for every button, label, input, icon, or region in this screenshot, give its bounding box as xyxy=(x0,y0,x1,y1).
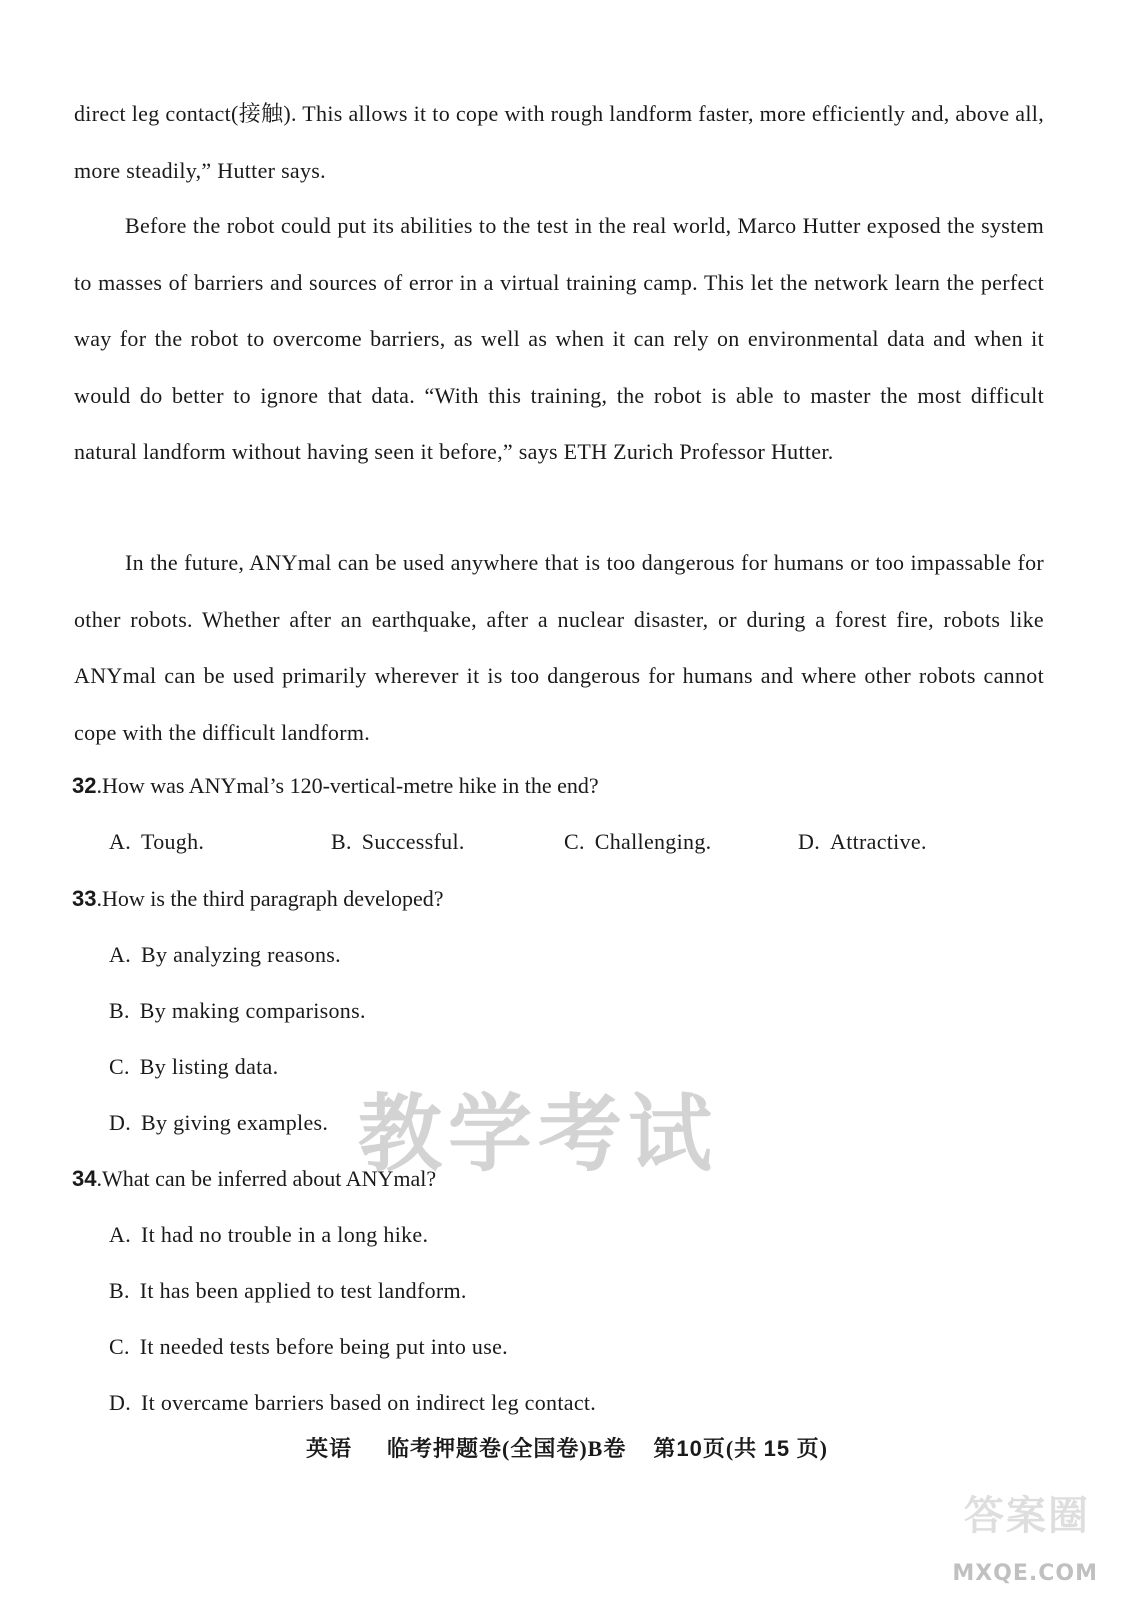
question-32 xyxy=(72,771,599,801)
passage-paragraph-continued: direct leg contact(接触). This allows it to cope with rough landform faster, more efficiently and, above all, more steadily,” Hutter says. xyxy=(74,101,1044,183)
option-33-a[interactable] xyxy=(109,940,341,970)
footer-page-current: 10 xyxy=(676,1436,703,1461)
passage-paragraph-training: Before the robot could put its abilities to the test in the real world, Marco Hutter exposed the system to masses of barriers and sources of error in a virtual training camp. This let the network learn the perfect way for the robot to overcome barriers, as well as when it can rely on environmental data and when it would do better to ignore that data. “With this training, the robot is able to master the most difficult natural landform without having seen it before,” says ETH Zurich Professor Hutter. xyxy=(74,213,1044,464)
option-text: By listing data. xyxy=(139,1054,279,1079)
option-letter: A. xyxy=(109,829,131,854)
option-letter: C. xyxy=(109,1334,130,1359)
option-32-c[interactable] xyxy=(564,827,711,857)
option-text: By analyzing reasons. xyxy=(141,942,341,967)
corner-logo-mark: 答案圈 xyxy=(964,1493,1090,1539)
option-32-b[interactable] xyxy=(331,827,465,857)
option-33-d[interactable] xyxy=(109,1108,328,1138)
question-stem: How is the third paragraph developed? xyxy=(101,886,444,911)
question-dot: . xyxy=(96,886,102,911)
option-34-d[interactable] xyxy=(109,1388,596,1418)
option-letter: C. xyxy=(564,829,585,854)
corner-watermark-logo xyxy=(948,1478,1098,1590)
option-text: Tough. xyxy=(141,829,205,854)
footer-page-mid: 页(共 xyxy=(702,1436,758,1461)
option-text: It had no trouble in a long hike. xyxy=(141,1222,429,1247)
option-letter: D. xyxy=(798,829,820,854)
option-text: It overcame barriers based on indirect leg contact. xyxy=(141,1390,597,1415)
option-letter: B. xyxy=(331,829,352,854)
page-footer xyxy=(0,1434,1134,1464)
option-text: By making comparisons. xyxy=(139,998,366,1023)
option-33-b[interactable] xyxy=(109,996,366,1026)
footer-page-prefix: 第 xyxy=(653,1436,677,1461)
option-text: By giving examples. xyxy=(141,1110,329,1135)
question-dot: . xyxy=(96,1166,102,1191)
footer-page-total: 15 xyxy=(763,1436,791,1461)
option-text: It needed tests before being put into use. xyxy=(139,1334,508,1359)
option-letter: B. xyxy=(109,1278,130,1303)
option-34-b[interactable] xyxy=(109,1276,467,1306)
option-34-c[interactable] xyxy=(109,1332,508,1362)
question-number: 33 xyxy=(72,886,97,911)
option-letter: D. xyxy=(109,1390,131,1415)
option-32-d[interactable] xyxy=(798,827,927,857)
footer-paper-title: 临考押题卷(全国卷)B卷 xyxy=(387,1436,627,1461)
question-dot: . xyxy=(96,773,102,798)
option-letter: C. xyxy=(109,1054,130,1079)
option-letter: B. xyxy=(109,998,130,1023)
option-33-c[interactable] xyxy=(109,1052,278,1082)
option-text: It has been applied to test landform. xyxy=(139,1278,467,1303)
option-letter: A. xyxy=(109,942,131,967)
footer-page-suffix: 页) xyxy=(796,1436,828,1461)
option-34-a[interactable] xyxy=(109,1220,428,1250)
option-letter: A. xyxy=(109,1222,131,1247)
question-33 xyxy=(72,884,443,914)
question-stem: What can be inferred about ANYmal? xyxy=(101,1166,437,1191)
passage-paragraph-future: In the future, ANYmal can be used anywhere that is too dangerous for humans or too impassable for other robots. Whether after an earthquake, after a nuclear disaster, or during a forest fire, robots like ANYmal can be used primarily wherever it is too dangerous for humans and where other robots cannot cope with the difficult landform. xyxy=(74,550,1044,745)
option-text: Successful. xyxy=(361,829,465,854)
question-number: 34 xyxy=(72,1166,97,1191)
question-number: 32 xyxy=(72,773,97,798)
footer-subject: 英语 xyxy=(306,1436,353,1461)
watermark-logo: 教学考试 xyxy=(358,1085,719,1183)
corner-logo-site: MXQE.COM xyxy=(952,1561,1098,1586)
question-stem: How was ANYmal’s 120-vertical-metre hike in the end? xyxy=(101,773,599,798)
option-text: Attractive. xyxy=(830,829,927,854)
option-letter: D. xyxy=(109,1110,131,1135)
option-text: Challenging. xyxy=(594,829,712,854)
option-32-a[interactable] xyxy=(109,827,204,857)
